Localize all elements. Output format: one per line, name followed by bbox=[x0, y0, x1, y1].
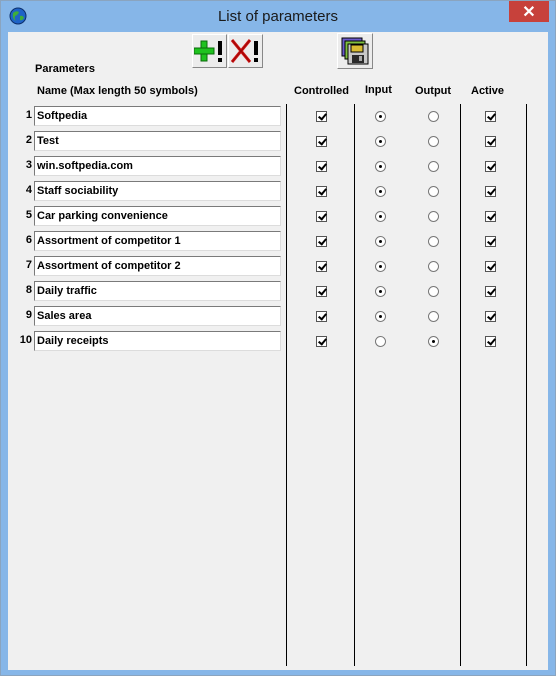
input-radio[interactable] bbox=[375, 211, 386, 222]
input-radio[interactable] bbox=[375, 311, 386, 322]
controlled-checkbox[interactable] bbox=[316, 336, 327, 347]
row-number: 8 bbox=[25, 284, 32, 296]
input-radio[interactable] bbox=[375, 261, 386, 272]
output-radio[interactable] bbox=[428, 336, 439, 347]
column-divider bbox=[286, 104, 287, 666]
input-column-header: Input bbox=[365, 84, 392, 96]
active-checkbox[interactable] bbox=[485, 311, 496, 322]
active-checkbox[interactable] bbox=[485, 211, 496, 222]
save-button[interactable] bbox=[337, 33, 373, 69]
add-parameter-icon bbox=[194, 38, 226, 64]
parameter-name-field[interactable]: Assortment of competitor 2 bbox=[34, 256, 281, 276]
parameter-name-field[interactable]: Daily traffic bbox=[34, 281, 281, 301]
row-number: 9 bbox=[25, 309, 32, 321]
input-radio[interactable] bbox=[375, 111, 386, 122]
output-radio[interactable] bbox=[428, 261, 439, 272]
row-number: 5 bbox=[25, 209, 32, 221]
controlled-checkbox[interactable] bbox=[316, 236, 327, 247]
title-bar[interactable] bbox=[1, 1, 555, 32]
parameter-name-field[interactable]: Sales area bbox=[34, 306, 281, 326]
active-checkbox[interactable] bbox=[485, 136, 496, 147]
parameter-name-field[interactable]: Softpedia bbox=[34, 106, 281, 126]
parameter-name-field[interactable]: Test bbox=[34, 131, 281, 151]
output-radio[interactable] bbox=[428, 136, 439, 147]
output-radio[interactable] bbox=[428, 311, 439, 322]
window-title: List of parameters bbox=[217, 8, 339, 25]
active-checkbox[interactable] bbox=[485, 161, 496, 172]
parameter-name-field[interactable]: win.softpedia.com bbox=[34, 156, 281, 176]
save-disk-icon bbox=[340, 36, 370, 66]
controlled-checkbox[interactable] bbox=[316, 286, 327, 297]
output-radio[interactable] bbox=[428, 236, 439, 247]
column-divider bbox=[460, 104, 461, 666]
row-number: 3 bbox=[25, 159, 32, 171]
controlled-checkbox[interactable] bbox=[316, 186, 327, 197]
output-radio[interactable] bbox=[428, 186, 439, 197]
input-radio[interactable] bbox=[375, 336, 386, 347]
parameter-name-field[interactable]: Car parking convenience bbox=[34, 206, 281, 226]
input-radio[interactable] bbox=[375, 161, 386, 172]
row-number: 2 bbox=[25, 134, 32, 146]
active-checkbox[interactable] bbox=[485, 236, 496, 247]
column-divider bbox=[526, 104, 527, 666]
active-checkbox[interactable] bbox=[485, 286, 496, 297]
parameter-name-field[interactable]: Assortment of competitor 1 bbox=[34, 231, 281, 251]
parameters-section-label: Parameters bbox=[35, 63, 95, 75]
column-divider bbox=[354, 104, 355, 666]
row-number: 4 bbox=[25, 184, 32, 196]
controlled-checkbox[interactable] bbox=[316, 311, 327, 322]
close-icon: ✕ bbox=[522, 3, 536, 21]
output-radio[interactable] bbox=[428, 111, 439, 122]
active-checkbox[interactable] bbox=[485, 261, 496, 272]
row-number: 10 bbox=[19, 334, 32, 346]
controlled-checkbox[interactable] bbox=[316, 261, 327, 272]
close-button[interactable] bbox=[509, 1, 549, 22]
row-number: 6 bbox=[25, 234, 32, 246]
active-checkbox[interactable] bbox=[485, 186, 496, 197]
input-radio[interactable] bbox=[375, 136, 386, 147]
input-radio[interactable] bbox=[375, 286, 386, 297]
row-number: 7 bbox=[25, 259, 32, 271]
output-column-header: Output bbox=[415, 85, 452, 97]
active-checkbox[interactable] bbox=[485, 111, 496, 122]
controlled-checkbox[interactable] bbox=[316, 161, 327, 172]
delete-parameter-icon bbox=[230, 37, 262, 65]
row-number: 1 bbox=[25, 109, 32, 121]
output-radio[interactable] bbox=[428, 211, 439, 222]
parameter-name-field[interactable]: Daily receipts bbox=[34, 331, 281, 351]
add-parameter-button[interactable] bbox=[192, 34, 227, 68]
controlled-checkbox[interactable] bbox=[316, 111, 327, 122]
controlled-column-header: Controlled bbox=[294, 85, 349, 97]
active-column-header: Active bbox=[471, 85, 505, 97]
active-checkbox[interactable] bbox=[485, 336, 496, 347]
controlled-checkbox[interactable] bbox=[316, 211, 327, 222]
name-column-header: Name (Max length 50 symbols) bbox=[37, 85, 198, 97]
controlled-checkbox[interactable] bbox=[316, 136, 327, 147]
delete-parameter-button[interactable] bbox=[228, 34, 263, 68]
output-radio[interactable] bbox=[428, 286, 439, 297]
input-radio[interactable] bbox=[375, 236, 386, 247]
client-area bbox=[8, 32, 548, 670]
input-radio[interactable] bbox=[375, 186, 386, 197]
output-radio[interactable] bbox=[428, 161, 439, 172]
parameter-name-field[interactable]: Staff sociability bbox=[34, 181, 281, 201]
